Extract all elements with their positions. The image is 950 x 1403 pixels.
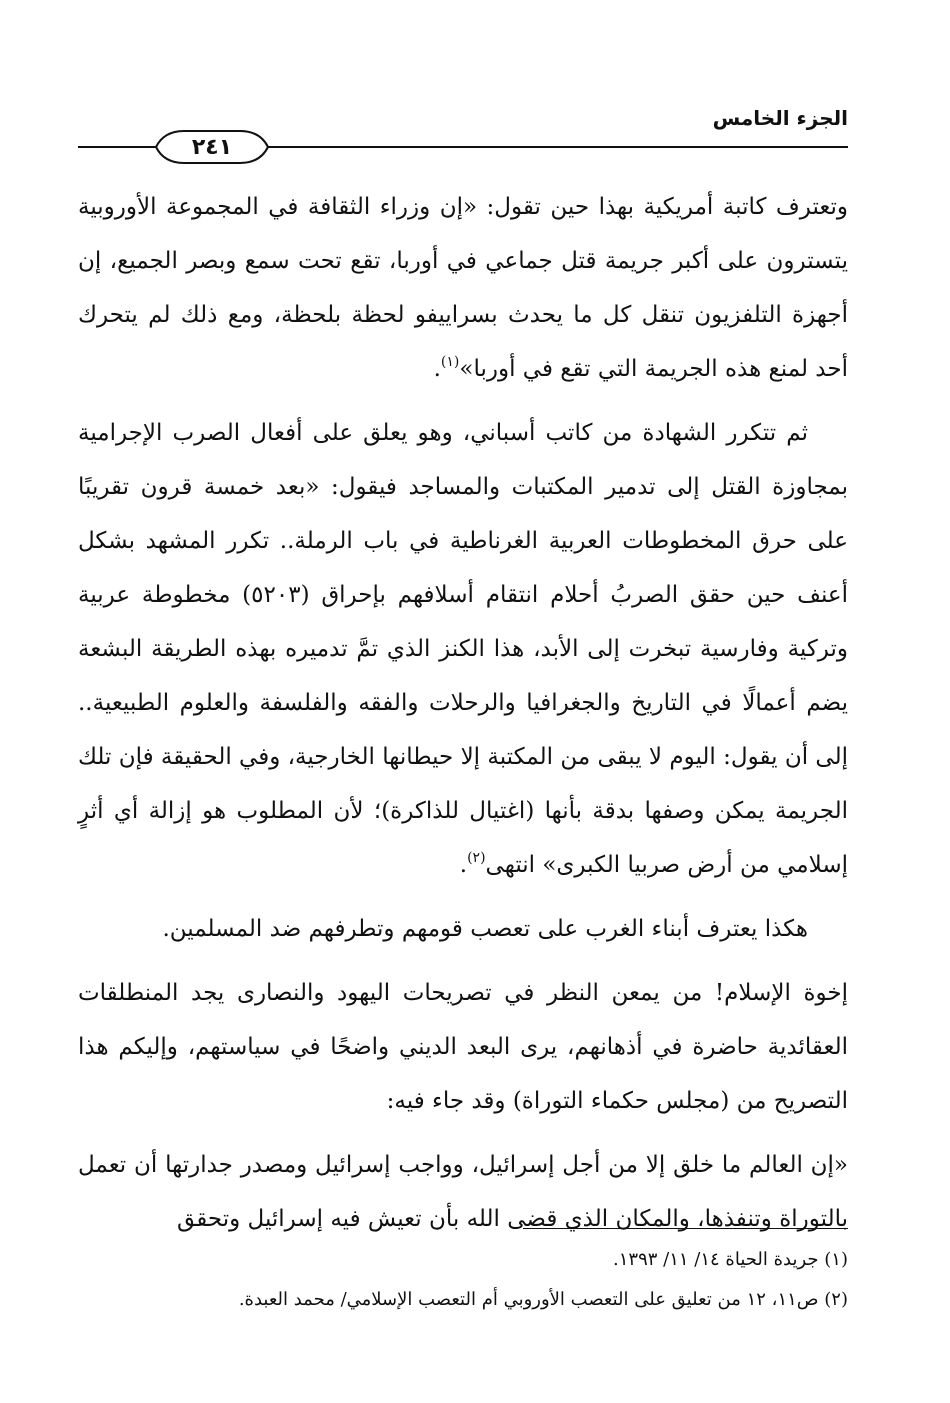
- body-text: [78, 180, 848, 1256]
- paragraph-2: ثم تتكرر الشهادة من كاتب أسباني، وهو يعلق على أفعال الصرب الإجرامية بمجاوزة القتل إلى تدمير المكتبات والمساجد فيقول: «بعد خمسة قرون تقريبًا على حرق المخطوطات العربية الغرناطية في باب الرملة.. تكرر المشهد بشكل أعنف حين حقق الصربُ أحلام انتقام أسلافهم بإحراق (٥٢٠٣) مخطوطة عربية وتركية وفارسية تبخرت إلى الأبد، هذا الكنز الذي تمَّ تدميره بهذه الطريقة البشعة يضم أعمالًا في التاريخ والجغرافيا والرحلات والفقه والفلسفة والعلوم الطبيعية.. إلى أن يقول: اليوم لا يبقى من المكتبة إلا حيطانها الخارجية، وفي الحقيقة فإن تلك الجريمة يمكن وصفها بدقة بأنها (اغتيال للذاكرة)؛ لأن المطلوب هو إزالة أي أثرٍ إسلامي من أرض صربيا الكبرى» انتهى$^{(٢)}$.: [78, 420, 848, 878]
- footnote-rule: [523, 1228, 848, 1229]
- paragraph-4: إخوة الإسلام! من يمعن النظر في تصريحات اليهود والنصارى يجد المنطلقات العقائدية حاضرة في أذهانهم، يرى البعد الديني واضحًا في سياستهم، وإليكم هذا التصريح من (مجلس حكماء التوراة) وقد جاء فيه:: [78, 980, 848, 1114]
- footnote-1: (١) جريدة الحياة ١٤/ ١١/ ١٣٩٣.: [613, 1249, 848, 1270]
- page-header: [78, 106, 848, 160]
- footnotes: [78, 1240, 848, 1320]
- page-number-badge: [136, 130, 288, 164]
- paragraph-5: «إن العالم ما خلق إلا من أجل إسرائيل، وواجب إسرائيل ومصدر جدارتها أن تعمل بالتوراة وتنفذها، والمكان الذي قضى الله بأن تعيش فيه إسرائيل وتحقق: [78, 1152, 848, 1232]
- footnote-ref-2: (٢): [467, 850, 486, 866]
- footnote-ref-1: (١): [440, 354, 460, 370]
- paragraph-3: هكذا يعترف أبناء الغرب على تعصب قومهم وتطرفهم ضد المسلمين.: [162, 916, 808, 942]
- page-number: ٢٤١: [191, 134, 233, 160]
- paragraph-1: وتعترف كاتبة أمريكية بهذا حين تقول: «إن وزراء الثقافة في المجموعة الأوروبية يتسترون على أكبر جريمة قتل جماعي في أوربا، تقع تحت سمع وبصر الجميع، إن أجهزة التلفزيون تنقل كل ما يحدث بسراييفو لحظة بلحظة، ومع ذلك لم يتحرك أحد لمنع هذه الجريمة التي تقع في أوربا»$^{(١)}$.: [78, 194, 848, 382]
- running-title: الجزء الخامس: [712, 106, 848, 130]
- footnote-2: (٢) ص١١، ١٢ من تعليق على التعصب الأوروبي أم التعصب الإسلامي/ محمد العبدة.: [238, 1289, 848, 1310]
